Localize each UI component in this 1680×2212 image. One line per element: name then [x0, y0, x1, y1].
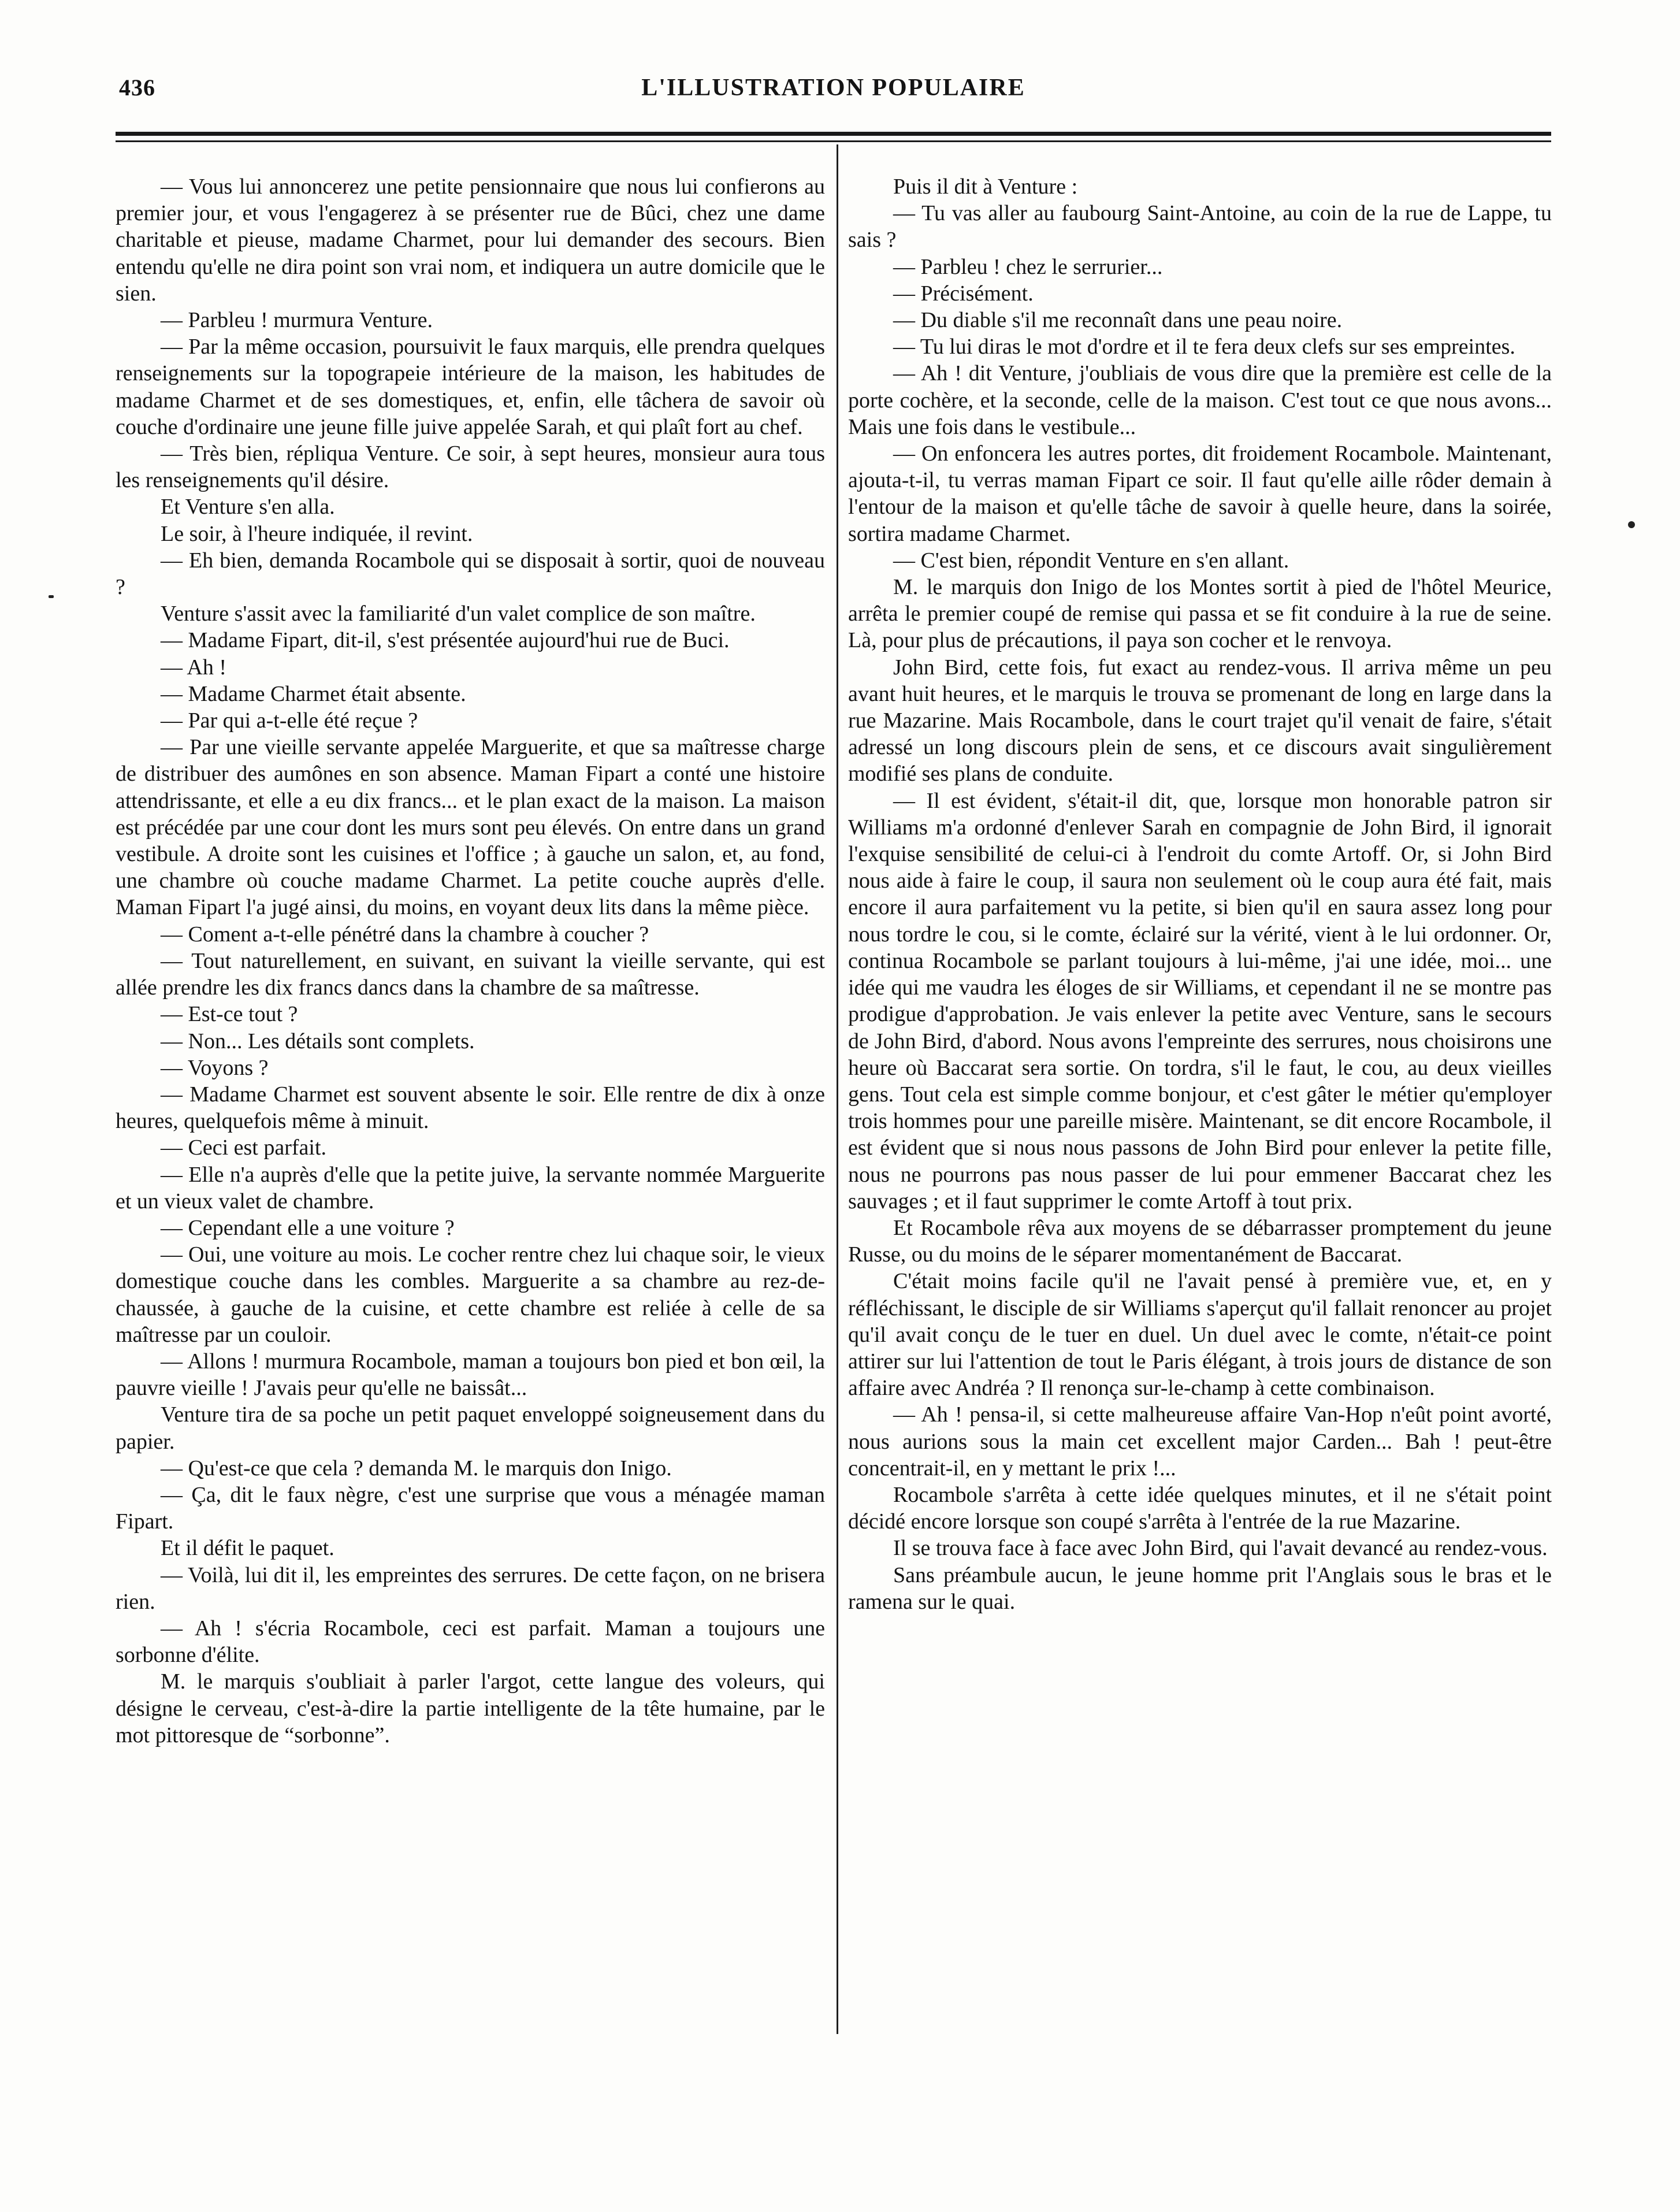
paragraph: Rocambole s'arrêta à cette idée quelques minutes, et il ne s'était point décidé encore lorsque son coupé s'arrêta à l'entrée de la rue Mazarine.	[848, 1482, 1552, 1534]
paragraph: — Madame Fipart, dit-il, s'est présentée aujourd'hui rue de Buci.	[161, 628, 730, 653]
paragraph: — Est-ce tout ?	[161, 1002, 298, 1027]
left-column	[116, 173, 825, 1749]
paragraph: — Coment a-t-elle pénétré dans la chambre à coucher ?	[161, 922, 649, 947]
paragraph: Et il défit le paquet.	[161, 1536, 334, 1561]
paragraph: — Elle n'a auprès d'elle que la petite juive, la servante nommée Marguerite et un vieux valet de chambre.	[116, 1162, 825, 1213]
paragraph: — Madame Charmet était absente.	[161, 681, 466, 706]
paragraph: — Ça, dit le faux nègre, c'est une surprise que vous a ménagée maman Fipart.	[116, 1482, 825, 1534]
paragraph: Le soir, à l'heure indiquée, il revint.	[161, 521, 473, 546]
paragraph: — Tout naturellement, en suivant, en suivant la vieille servante, qui est allée prendre les dix francs dancs dans la chambre de sa maîtresse.	[116, 948, 825, 1000]
paragraph: — Ah !	[161, 655, 226, 680]
paragraph: — Allons ! murmura Rocambole, maman a toujours bon pied et bon œil, la pauvre vieille ! J'avais peur qu'elle ne baissât...	[116, 1349, 825, 1401]
paragraph: — Voilà, lui dit il, les empreintes des serrures. De cette façon, on ne brisera rien.	[116, 1562, 825, 1614]
paragraph: Il se trouva face à face avec John Bird, qui l'avait devancé au rendez-vous.	[893, 1536, 1548, 1561]
paragraph: — On enfoncera les autres portes, dit froidement Rocambole. Maintenant, ajouta-t-il, tu verras maman Fipart ce soir. Il faut qu'elle aille rôder demain à l'entour de la maison et qu'elle tâche de savoir à quelle heure, dans la soirée, sortira madame Charmet.	[848, 441, 1552, 546]
paragraph: — Précisément.	[893, 281, 1034, 306]
paragraph: — Par qui a-t-elle été reçue ?	[161, 708, 418, 733]
paragraph: — Ah ! dit Venture, j'oubliais de vous dire que la première est celle de la porte cochère, et la seconde, celle de la maison. C'est tout ce que nous avons... Mais une fois dans le vestibule...	[848, 361, 1552, 439]
ink-speck	[49, 595, 54, 598]
paragraph: C'était moins facile qu'il ne l'avait pensé à première vue, et, en y réfléchissant, le disciple de sir Williams s'aperçut qu'il fallait renoncer au projet qu'il avait conçu de le tuer en duel. Un duel avec le comte, n'était-ce point attirer sur lui l'attention de tout le Paris élégant, à trois jours de distance de son affaire avec Andréa ? Il renonça sur-le-champ à cette combinaison.	[848, 1269, 1552, 1401]
paragraph: — Parbleu ! murmura Venture.	[161, 308, 433, 333]
paragraph: — Madame Charmet est souvent absente le soir. Elle rentre de dix à onze heures, quelquefois même à minuit.	[116, 1082, 825, 1134]
paragraph: — Du diable s'il me reconnaît dans une peau noire.	[893, 308, 1343, 333]
paragraph: Sans préambule aucun, le jeune homme prit l'Anglais sous le bras et le ramena sur le quai.	[848, 1562, 1552, 1614]
column-divider	[837, 144, 838, 2034]
paragraph: — Ah ! s'écria Rocambole, ceci est parfait. Maman a toujours une sorbonne d'élite.	[116, 1616, 825, 1668]
running-title: L'ILLUSTRATION POPULAIRE	[641, 75, 1025, 101]
paragraph: — Par une vieille servante appelée Marguerite, et que sa maîtresse charge de distribuer des aumônes en son absence. Maman Fipart a conté une histoire attendrissante, et elle a eu dix francs... et le plan exact de la maison. La maison est précédée par une cour dont les murs sont peu élevés. On entre dans un grand vestibule. A droite sont les cuisines et l'office ; à gauche un salon, et, au fond, une chambre où couche madame Charmet. La petite couche auprès d'elle. Maman Fipart l'a jugé ainsi, du moins, en voyant deux lits dans la même pièce.	[116, 735, 825, 920]
paragraph: — Très bien, répliqua Venture. Ce soir, à sept heures, monsieur aura tous les renseignements qu'il désire.	[116, 441, 825, 493]
paragraph: — Il est évident, s'était-il dit, que, lorsque mon honorable patron sir Williams m'a ordonné d'enlever Sarah en compagnie de John Bird, il ignorait l'exquise sensibilité de celui-ci à l'endroit du comte Artoff. Or, si John Bird nous aide à faire le coup, il saura non seulement où le coup aura été fait, mais encore il aura parfaitement vu la petite, si bien qu'il en saura assez long pour nous tordre le cou, si le comte, éclairé sur la vérité, vient à le lui ordonner. Or, continua Rocambole se parlant toujours à lui-même, j'ai une idée, moi... une idée qui me vaudra les éloges de sir Williams, et cependant il ne se montre pas prodigue d'approbation. Je vais enlever la petite avec Venture, sans le secours de John Bird, d'abord. Nous avons l'empreinte des serrures, nous choisirons une heure où Baccarat sera sortie. On tordra, s'il le faut, le cou, au deux vieilles gens. Tout cela est simple comme bonjour, et c'est gâter le métier qu'employer trois hommes pour une pareille misère. Maintenant, se dit encore Rocambole, il est évident que si nous nous passons de John Bird pour enlever la petite fille, nous ne pourrons pas nous passer de lui pour emmener Baccarat chez les sauvages ; et il faut supprimer le comte Artoff à tout prix.	[848, 788, 1552, 1213]
paragraph: — Vous lui annoncerez une petite pensionnaire que nous lui confierons au premier jour, et vous l'engagerez à se présenter rue de Bûci, chez une dame charitable et pieuse, madame Charmet, pour lui demander des secours. Bien entendu qu'elle ne dira point son vrai nom, et indiquera un autre domicile que le sien.	[116, 175, 825, 306]
paragraph: Venture s'assit avec la familiarité d'un valet complice de son maître.	[161, 602, 756, 626]
paragraph: — Cependant elle a une voiture ?	[161, 1215, 455, 1240]
paragraph: — Ah ! pensa-il, si cette malheureuse affaire Van-Hop n'eût point avorté, nous aurions sous la main cet excellent major Carden... Bah ! peut-être concentrait-il, en y mettant le prix !...	[848, 1402, 1552, 1480]
header-rule-thick	[116, 132, 1551, 136]
paragraph: — Par la même occasion, poursuivit le faux marquis, elle prendra quelques renseignements sur la topograpeie intérieure de la maison, les habitudes de madame Charmet et de ses domestiques, et, enfin, elle tâchera de savoir où couche d'ordinaire une jeune fille juive appelée Sarah, et qui plaît fort au chef.	[116, 335, 825, 439]
paragraph: — Tu vas aller au faubourg Saint-Antoine, au coin de la rue de Lappe, tu sais ?	[848, 201, 1552, 253]
paragraph: Puis il dit à Venture :	[893, 175, 1078, 199]
paragraph: — Parbleu ! chez le serrurier...	[893, 254, 1163, 279]
page-number: 436	[119, 75, 155, 101]
paragraph: — Ceci est parfait.	[161, 1135, 327, 1160]
paragraph: — Voyons ?	[161, 1055, 269, 1080]
header-rule-thin	[116, 140, 1551, 142]
paragraph: — Non... Les détails sont complets.	[161, 1029, 475, 1053]
paragraph: M. le marquis don Inigo de los Montes sortit à pied de l'hôtel Meurice, arrêta le premier coupé de remise qui passa et se fit conduire à la rue de seine. Là, pour plus de précautions, il paya son cocher et le renvoya.	[848, 575, 1552, 653]
page-header	[116, 74, 1551, 109]
paragraph: Et Rocambole rêva aux moyens de se débarrasser promptement du jeune Russe, ou du moins de le séparer momentanément de Baccarat.	[848, 1215, 1552, 1267]
paragraph: M. le marquis s'oubliait à parler l'argot, cette langue des voleurs, qui désigne le cerveau, c'est-à-dire la partie intelligente de la tête humaine, par le mot pittoresque de “sorbonne”.	[116, 1669, 825, 1747]
paragraph: — C'est bien, répondit Venture en s'en allant.	[893, 548, 1289, 573]
paragraph: Venture tira de sa poche un petit paquet enveloppé soigneusement dans du papier.	[116, 1402, 825, 1454]
paragraph: Et Venture s'en alla.	[161, 495, 335, 519]
paragraph: — Tu lui diras le mot d'ordre et il te fera deux clefs sur ses empreintes.	[893, 335, 1515, 359]
paragraph: — Oui, une voiture au mois. Le cocher rentre chez lui chaque soir, le vieux domestique couche dans les combles. Marguerite a sa chambre au rez-de-chaussée, à gauche de la cuisine, et cette chambre est reliée à celle de sa maîtresse par un couloir.	[116, 1242, 825, 1347]
ink-speck	[1628, 521, 1635, 528]
paragraph: — Qu'est-ce que cela ? demanda M. le marquis don Inigo.	[161, 1456, 672, 1480]
paragraph: — Eh bien, demanda Rocambole qui se disposait à sortir, quoi de nouveau ?	[116, 548, 825, 600]
paragraph: John Bird, cette fois, fut exact au rendez-vous. Il arriva même un peu avant huit heures, et le marquis le trouva se promenant de long en large dans la rue Mazarine. Mais Rocambole, dans le court trajet qu'il venait de faire, s'était adressé un long discours plein de sens, et ce discours avait singulièrement modifié ses plans de conduite.	[848, 655, 1552, 786]
right-column	[848, 173, 1552, 1615]
